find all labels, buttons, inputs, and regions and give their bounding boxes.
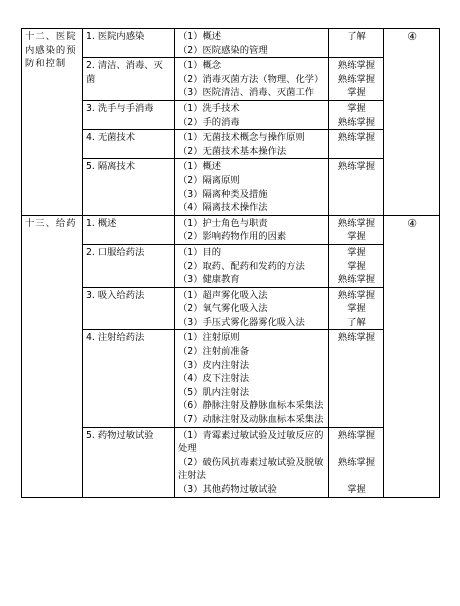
content-cell — [175, 100, 329, 129]
content-item: （3）皮内注射法 — [178, 359, 249, 371]
content-item: （3）医院清洁、消毒、灭菌工作 — [178, 87, 315, 99]
content-item: （2）手的消毒 — [178, 116, 240, 128]
topic-cell: 4. 注射给药法 — [83, 330, 175, 427]
table-row — [22, 287, 440, 330]
content-cell — [175, 244, 329, 287]
content-item: （2）注射前准备 — [178, 346, 249, 358]
level-item: 熟练掌握 — [337, 60, 376, 72]
level-cell — [329, 330, 384, 427]
level-item: 熟练掌握 — [337, 332, 376, 344]
level-item: 熟练掌握 — [337, 456, 376, 468]
topic-cell: 1. 概述 — [83, 215, 175, 244]
topic-cell: 2. 口服给药法 — [83, 244, 175, 287]
content-item: （2）消毒灭菌方法（物理、化学） — [178, 73, 324, 85]
level-cell — [329, 58, 384, 101]
topic-cell: 5. 隔离技术 — [83, 159, 175, 215]
content-item: （1）青霉素过敏试验及过敏反应的处理 — [178, 429, 324, 455]
topic-cell: 5. 药物过敏试验 — [83, 427, 175, 497]
table-row — [22, 29, 440, 58]
level-cell — [329, 29, 384, 58]
level-item: 了解 — [347, 31, 366, 42]
topic-cell: 2. 清洁、消毒、灭菌 — [83, 58, 175, 101]
content-cell — [175, 330, 329, 427]
table-row — [22, 427, 440, 497]
level-item: 掌握 — [347, 87, 366, 99]
content-cell — [175, 427, 329, 497]
content-item: （2）影响药物作用的因素 — [178, 231, 287, 243]
topic-cell: 3. 洗手与手消毒 — [83, 100, 175, 129]
content-cell — [175, 159, 329, 215]
topic-cell: 1. 医院内感染 — [83, 29, 175, 58]
content-item: （1）概述 — [178, 161, 222, 173]
content-item: （5）肌内注射法 — [178, 386, 249, 398]
content-item: （1）注射原则 — [178, 332, 240, 344]
content-item: （2）医院感染的管理 — [178, 44, 268, 56]
level-cell — [329, 215, 384, 244]
topic-cell: 4. 无菌技术 — [83, 130, 175, 159]
content-item: （3）隔离种类及措施 — [178, 188, 268, 200]
level-item: 掌握 — [347, 260, 366, 272]
content-item: （2）隔离原则 — [178, 174, 240, 186]
table-row — [22, 244, 440, 287]
level-cell — [329, 244, 384, 287]
level-item: 掌握 — [347, 231, 366, 243]
table-row — [22, 215, 440, 244]
content-item: （4）隔离技术操作法 — [178, 202, 268, 214]
topic-cell: 3. 吸入给药法 — [83, 287, 175, 330]
content-item: （1）概念 — [178, 60, 222, 72]
table-row — [22, 159, 440, 215]
content-item: （1）洗手技术 — [178, 102, 240, 114]
level-item: 熟练掌握 — [337, 116, 376, 128]
level-item: 掌握 — [347, 484, 366, 495]
content-item: （4）皮下注射法 — [178, 373, 249, 385]
level-item: 掌握 — [347, 102, 366, 114]
table-row — [22, 130, 440, 159]
syllabus-table — [21, 28, 440, 498]
level-cell — [329, 159, 384, 215]
content-item: （2）氧气雾化吸入法 — [178, 303, 268, 315]
content-item: （1）超声雾化吸入法 — [178, 289, 268, 301]
chapter-cell: 十二、医院内感染的预防和控制 — [22, 29, 83, 216]
content-item: （1）无菌技术概念与操作原则 — [178, 132, 305, 144]
level-cell — [329, 287, 384, 330]
level-item: 掌握 — [347, 246, 366, 258]
level-cell — [329, 427, 384, 497]
content-item: （2）无菌技术基本操作法 — [178, 145, 287, 157]
table-row — [22, 58, 440, 101]
level-cell — [329, 130, 384, 159]
content-cell — [175, 215, 329, 244]
level-item: 掌握 — [347, 303, 366, 315]
level-item: 了解 — [347, 316, 366, 328]
hours-cell: ④ — [384, 29, 440, 216]
content-item: （6）静脉注射及静脉血标本采集法 — [178, 400, 324, 412]
content-cell — [175, 58, 329, 101]
content-item: （3）健康教育 — [178, 274, 240, 286]
content-item: （2）取药、配药和发药的方法 — [178, 260, 305, 272]
content-item: （1）概述 — [178, 31, 222, 42]
level-item: 熟练掌握 — [337, 274, 376, 286]
content-item: （7）动脉注射及动脉血标本采集法 — [178, 414, 324, 426]
content-item: （3）其他药物过敏试验 — [178, 484, 277, 495]
content-item: （1）护士角色与职责 — [178, 217, 268, 229]
level-cell — [329, 100, 384, 129]
table-row — [22, 330, 440, 427]
level-item: 熟练掌握 — [337, 217, 376, 229]
level-item: 熟练掌握 — [337, 161, 376, 173]
level-item: 熟练掌握 — [337, 73, 376, 85]
content-item: （3）手压式雾化器雾化吸入法 — [178, 316, 305, 328]
level-item: 熟练掌握 — [337, 132, 376, 144]
content-cell — [175, 287, 329, 330]
level-item: 熟练掌握 — [337, 289, 376, 301]
content-cell — [175, 29, 329, 58]
content-item: （2）破伤风抗毒素过敏试验及脱敏注射法 — [178, 456, 324, 482]
chapter-cell: 十三、给药 — [22, 215, 83, 497]
content-item: （1）目的 — [178, 246, 222, 258]
content-cell — [175, 130, 329, 159]
hours-cell: ④ — [384, 215, 440, 497]
level-item: 熟练掌握 — [337, 429, 376, 441]
table-row — [22, 100, 440, 129]
